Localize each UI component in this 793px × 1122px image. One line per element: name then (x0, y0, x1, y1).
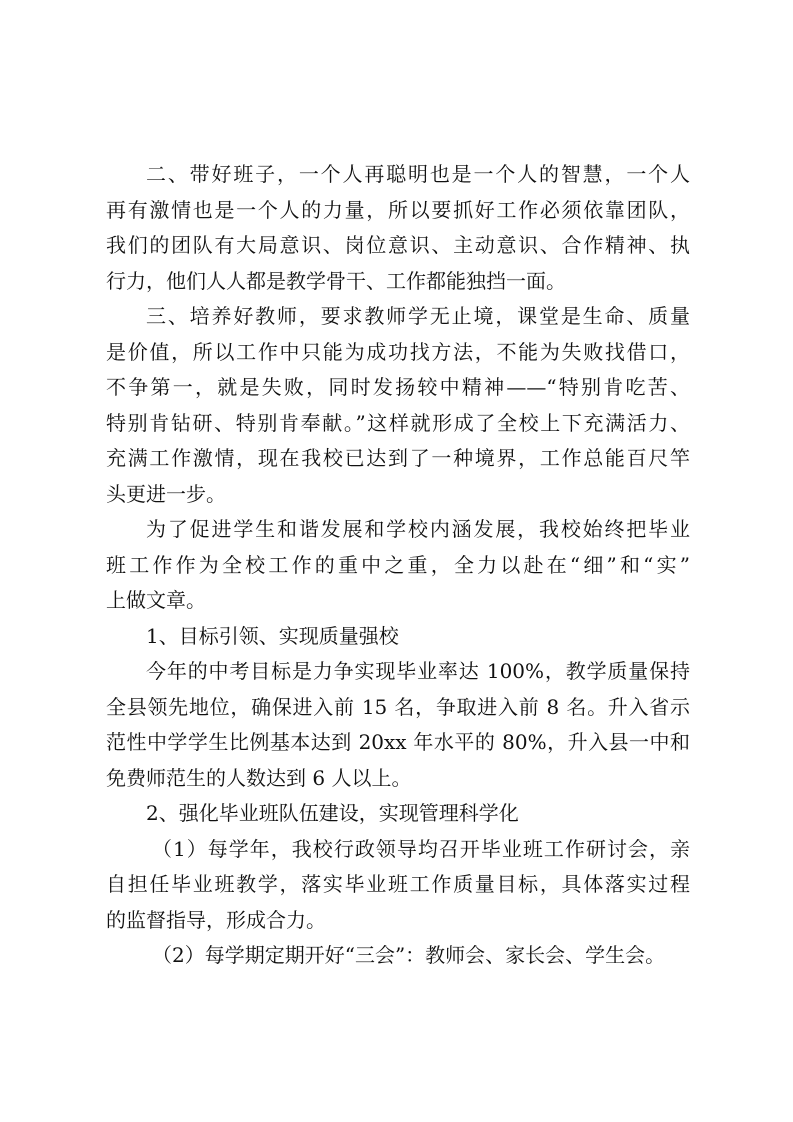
heading-goal-guidance (106, 619, 690, 655)
text-line: 我们的团队有大局意识、岗位意识、主动意识、合作精神、执 (106, 233, 690, 257)
paragraph-teacher-training (106, 299, 690, 512)
text-line: 二、带好班子，一个人再聪明也是一个人的智慧，一个人 (146, 162, 690, 186)
heading-team-building (106, 796, 690, 832)
paragraph-team-leadership (106, 157, 690, 299)
text-line: 头更进一步。 (106, 481, 226, 506)
text-line: 班工作作为全校工作的重中之重，全力以赴在“细”和“实” (106, 552, 690, 577)
paragraph-item-1 (106, 832, 690, 939)
section-heading: 1、目标引领、实现质量强校 (146, 623, 399, 648)
text-line: （2）每学期定期开好“三会”：教师会、家长会、学生会。 (152, 943, 666, 967)
text-line: 今年的中考目标是力争实现毕业率达 100%，教学质量保持 (146, 659, 690, 683)
text-line: 再有激情也是一个人的力量，所以要抓好工作必须依靠团队， (106, 197, 690, 222)
text-line: 三、培养好教师，要求教师学无止境，课堂是生命、质量 (146, 304, 690, 328)
text-line: 为了促进学生和谐发展和学校内涵发展，我校始终把毕业 (146, 517, 690, 541)
paragraph-graduation-class (106, 512, 690, 619)
text-line: 的监督指导，形成合力。 (106, 907, 326, 932)
paragraph-exam-goals (106, 654, 690, 796)
section-heading: 2、强化毕业班队伍建设，实现管理科学化 (146, 801, 519, 825)
text-line: 免费师范生的人数达到 6 人以上。 (106, 765, 412, 790)
text-line: 上做文章。 (106, 588, 206, 612)
text-line: 是价值，所以工作中只能为成功找方法，不能为失败找借口， (106, 339, 690, 364)
text-line: 全县领先地位，确保进入前 15 名，争取进入前 8 名。升入省示 (106, 694, 690, 719)
text-line: 自担任毕业班教学，落实毕业班工作质量目标，具体落实过程 (106, 872, 690, 896)
text-line: 范性中学学生比例基本达到 20xx 年水平的 80%，升入县一中和 (106, 730, 690, 754)
text-line: 充满工作激情，现在我校已达到了一种境界，工作总能百尺竿 (106, 446, 690, 470)
text-line: （1）每学年，我校行政领导均召开毕业班工作研讨会，亲 (152, 836, 690, 861)
paragraph-item-2 (106, 938, 690, 974)
text-line: 特别肯钻研、特别肯奉献。”这样就形成了全校上下充满活力、 (106, 410, 690, 435)
text-line: 不争第一，就是失败，同时发扬较中精神——“特别肯吃苦、 (106, 375, 690, 399)
document-page (106, 157, 690, 974)
text-line: 行力，他们人人都是教学骨干、工作都能独挡一面。 (106, 268, 566, 293)
